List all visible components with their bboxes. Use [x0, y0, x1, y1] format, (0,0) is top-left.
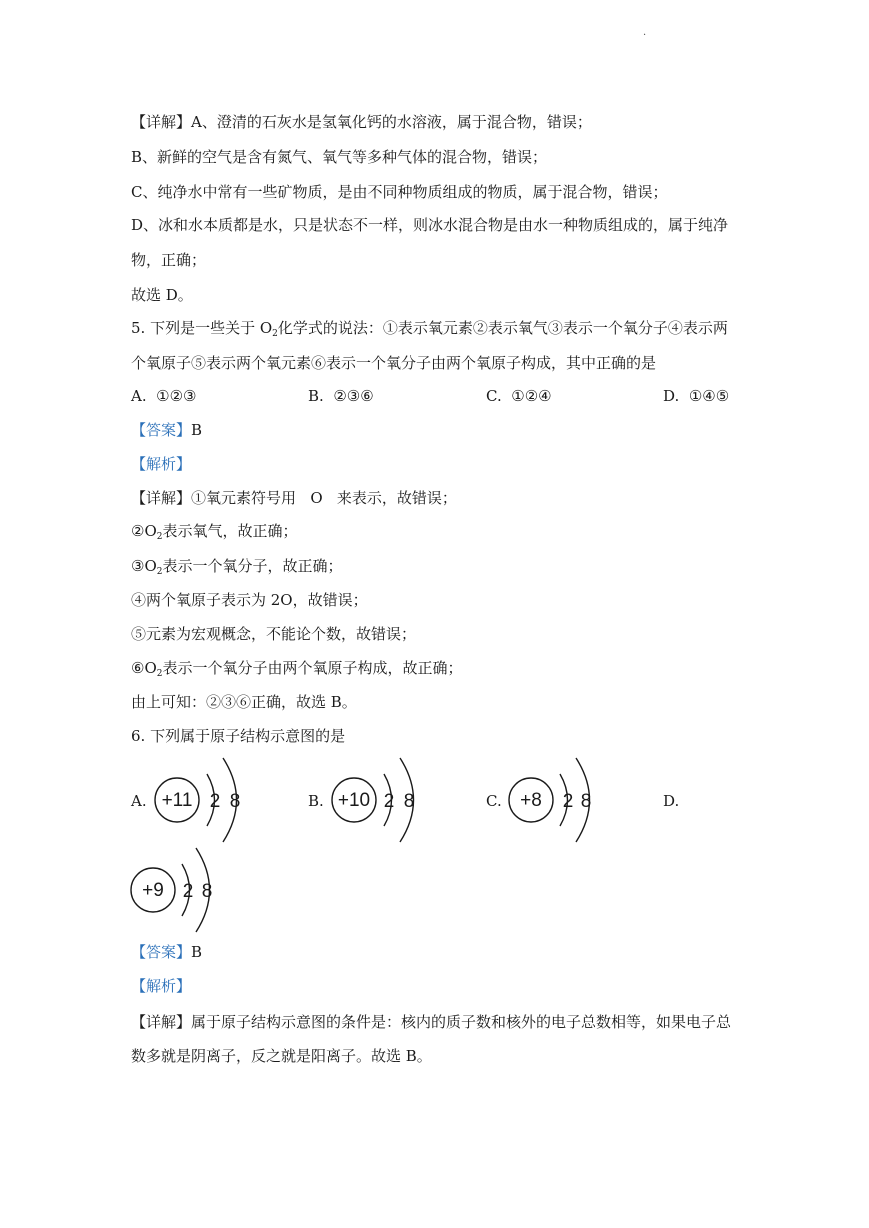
q4-detail-line-d2: 物，正确；: [131, 251, 207, 269]
q6-option-a-label: A.: [131, 792, 147, 810]
shell-electron-count: 2: [209, 791, 221, 812]
q5-detail-1: 【详解】①氧元素符号用 O 来表示，故错误；: [131, 489, 457, 507]
detail-label: 【详解】: [131, 1013, 192, 1031]
shell-electron-count: 8: [403, 791, 415, 812]
q5-analysis-label: 【解析】: [131, 455, 192, 473]
q5-option-d: D. ①④⑤: [663, 387, 730, 405]
shell-electron-count: 8: [201, 881, 213, 902]
q5-stem-line2: 个氧原子⑤表示两个氧元素⑥表示一个氧分子由两个氧原子构成，其中正确的是: [131, 354, 657, 372]
q5-option-a: A. ①②③: [131, 387, 197, 405]
q6-detail-2: 数多就是阴离子，反之就是阳离子。故选 B。: [131, 1047, 432, 1065]
nucleus-charge: +9: [142, 880, 164, 901]
q4-detail-line-c: C、纯净水中常有一些矿物质，是由不同种物质组成的物质，属于混合物，错误；: [131, 183, 668, 201]
q6-option-c-diagram: [507, 756, 607, 846]
q6-option-a-diagram: [150, 756, 250, 846]
q6-detail-1: 【详解】属于原子结构示意图的条件是：核内的质子数和核外的电子总数相等，如果电子总: [131, 1013, 732, 1031]
q6-stem: 6. 下列属于原子结构示意图的是: [131, 727, 346, 745]
shell-electron-count: 2: [182, 881, 194, 902]
q4-choose: 故选 D。: [131, 286, 193, 304]
detail-label: 【详解】: [131, 489, 192, 507]
q5-option-c: C. ①②④: [486, 387, 552, 405]
nucleus-charge: +10: [337, 790, 371, 811]
q4-detail-line-a: 【详解】A、澄清的石灰水是氢氧化钙的水溶液，属于混合物，错误；: [131, 113, 592, 131]
header-mark: ·: [643, 30, 647, 41]
q6-option-d-label: D.: [663, 792, 680, 810]
q5-detail-2: $②O_2$表示氧气，故正确；: [131, 522, 298, 542]
q6-option-d-diagram: [130, 846, 230, 936]
q6-analysis-label: 【解析】: [131, 977, 192, 995]
q6-option-c-label: C.: [486, 792, 502, 810]
q4-detail-line-b: B、新鲜的空气是含有氮气、氧气等多种气体的混合物，错误；: [131, 148, 548, 166]
nucleus-charge: +11: [161, 790, 193, 811]
q5-detail-3: $③O_2$表示一个氧分子，故正确；: [131, 557, 343, 577]
q6-option-b-diagram: [328, 756, 428, 846]
shell-electron-count: 8: [580, 791, 592, 812]
q5-detail-5: ⑤元素为宏观概念，不能论个数，故错误；: [131, 625, 417, 643]
detail-label: 【详解】: [131, 113, 192, 131]
q5-option-b: B. ②③⑥: [308, 387, 374, 405]
q6-answer: 【答案】B: [131, 943, 203, 961]
nucleus-charge: +8: [520, 790, 542, 811]
shell-electron-count: 2: [383, 791, 395, 812]
q5-detail-4: ④两个氧原子表示为 2O，故错误；: [131, 591, 368, 609]
answer-label: 【答案】: [131, 421, 192, 439]
q5-answer: 【答案】B: [131, 421, 203, 439]
shell-electron-count: 8: [229, 791, 241, 812]
q6-option-b-label: B.: [308, 792, 324, 810]
q5-stem-line1: 5. 下列是一些关于 $O_2$化学式的说法：①表示氧元素②表示氧气③表示一个氧分子④表示两: [131, 319, 728, 339]
answer-label: 【答案】: [131, 943, 192, 961]
q5-detail-6: $⑥O_2$表示一个氧分子由两个氧原子构成，故正确；: [131, 659, 463, 679]
shell-electron-count: 2: [562, 791, 574, 812]
q4-detail-line-d1: D、冰和水本质都是水，只是状态不一样，则冰水混合物是由水一种物质组成的，属于纯净: [131, 216, 729, 234]
q5-conclusion: 由上可知：②③⑥正确，故选 B。: [131, 693, 357, 711]
